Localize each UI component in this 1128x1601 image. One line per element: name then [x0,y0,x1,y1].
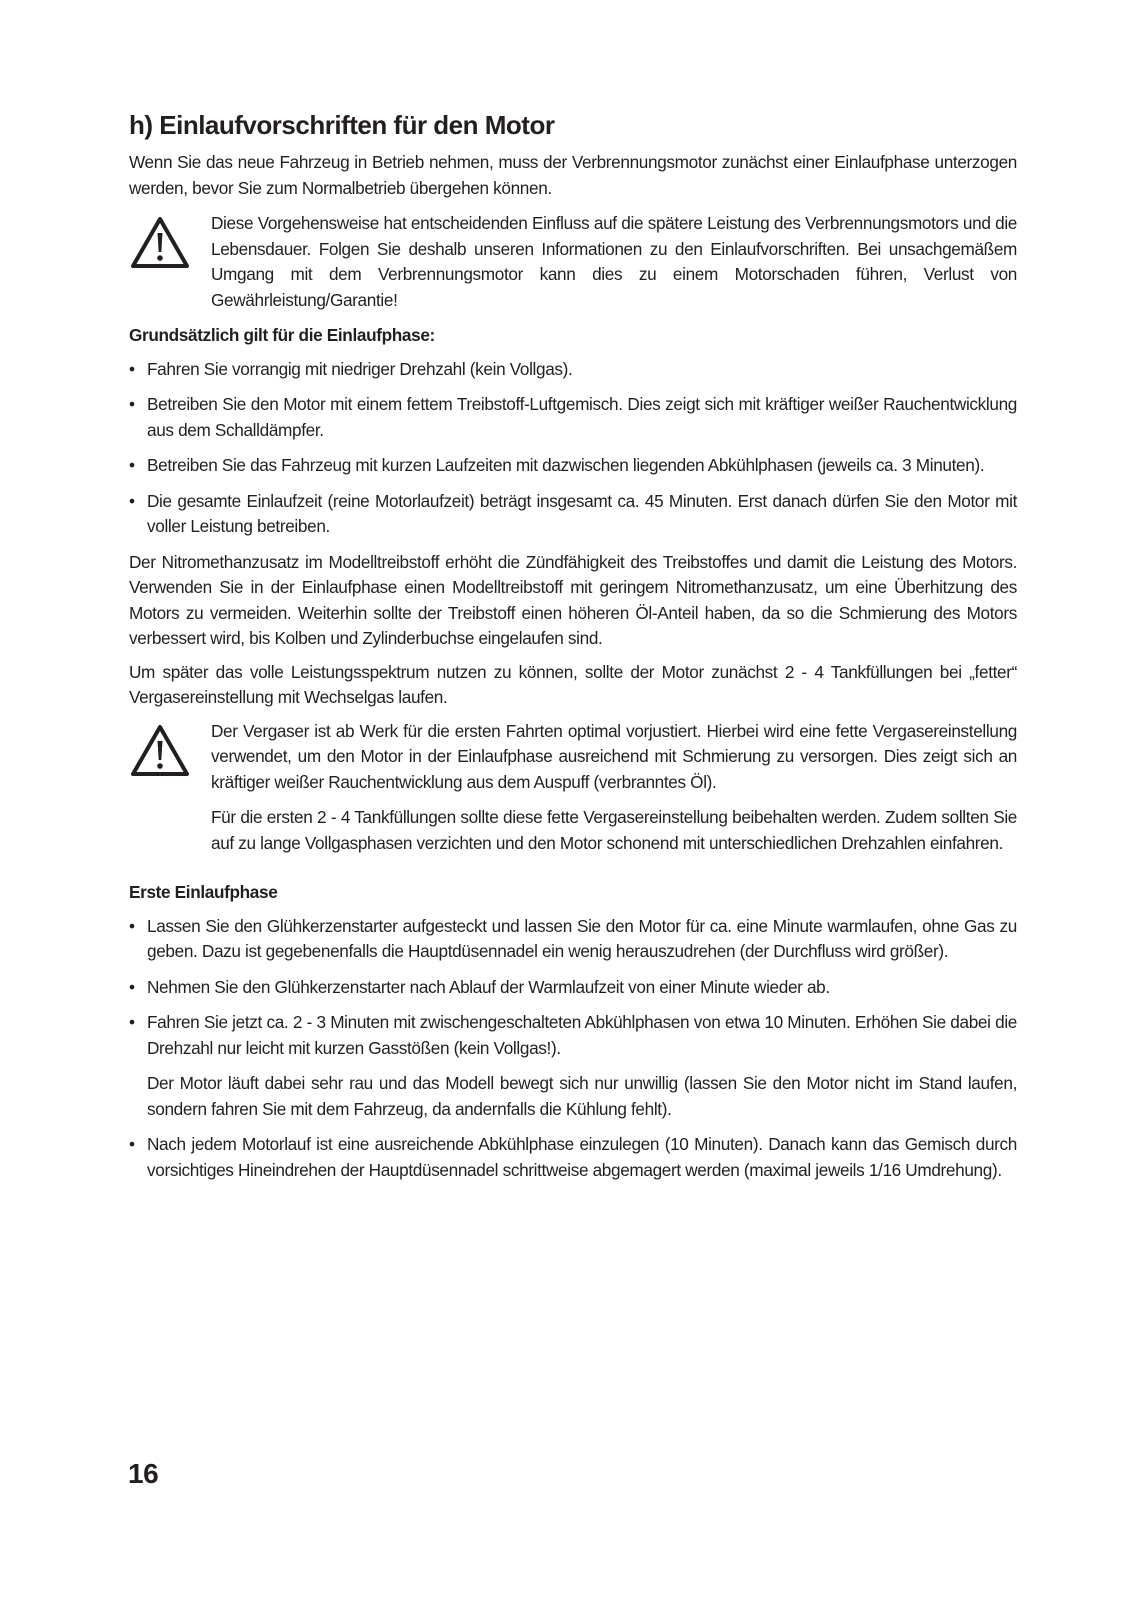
list-item: • Nehmen Sie den Glühkerzenstarter nach Ablauf der Warmlaufzeit von einer Minute wieder ab. [129,975,1017,1001]
list-item: • Fahren Sie vorrangig mit niedriger Drehzahl (kein Vollgas). [129,357,1017,383]
warning-text-2-p2: Für die ersten 2 - 4 Tankfüllungen sollte diese fette Vergasereinstellung beibehalten werden. Zudem sollten Sie auf zu lange Vollgasphasen verzichten und den Motor schonend mit unterschiedlichen Drehzahlen einfahren. [211,807,1017,853]
first-phase-list [129,914,1017,1184]
page-number: 16 [128,1458,159,1489]
first-phase-note: Der Motor läuft dabei sehr rau und das Modell bewegt sich nur unwillig (lassen Sie den Motor nicht im Stand laufen, sondern fahren Sie mit dem Fahrzeug, da andernfalls die Kühlung fehlt). [147,1073,1017,1119]
list-item: • Betreiben Sie das Fahrzeug mit kurzen Laufzeiten mit dazwischen liegenden Abkühlphasen (jeweils ca. 3 Minuten). [129,453,1017,479]
warning-block-2 [129,719,1017,857]
first-phase-heading: Erste Einlaufphase [129,882,278,902]
document-page [129,108,1017,1193]
list-item [129,1010,1017,1122]
spectrum-paragraph: Um später das volle Leistungsspektrum nutzen zu können, sollte der Motor zunächst 2 - 4 Tankfüllungen bei „fetter“ Vergasereinstellung mit Wechselgas laufen. [129,661,1017,707]
warning-text-1: Diese Vorgehensweise hat entscheidenden Einfluss auf die spätere Leistung des Verbrennungsmotors und die Lebensdauer. Folgen Sie deshalb unseren Informationen zu den Einlaufvorschriften. Bei unsachgemäßem Umgang mit dem Verbrennungsmotor kann dies zu einem Motorschaden führen, Verlust von Gewährleistung/Garantie! [211,213,1017,310]
list-item: • Lassen Sie den Glühkerzenstarter aufgesteckt und lassen Sie den Motor für ca. eine Minute warmlaufen, ohne Gas zu geben. Dazu ist gegebenenfalls die Hauptdüsennadel ein wenig herauszudrehen (der Durchfluss wird größer). [129,914,1017,965]
warning-block-1 [129,211,1017,313]
list-item-text: Fahren Sie jetzt ca. 2 - 3 Minuten mit zwischengeschalteten Abkühlphasen von etwa 10 Minuten. Erhöhen Sie dabei die Drehzahl nur leicht mit kurzen Gasstößen (kein Vollgas!). [147,1012,1017,1058]
warning-text-2-p1: Der Vergaser ist ab Werk für die ersten Fahrten optimal vorjustiert. Hierbei wird eine fette Vergasereinstellung verwendet, um den Motor in der Einlaufphase ausreichend mit Schmierung zu versorgen. Dies zeigt sich an kräftiger weißer Rauchentwicklung aus dem Auspuff (verbranntes Öl). [211,720,1017,792]
warning-triangle-icon [129,723,191,779]
section-title: h) Einlaufvorschriften für den Motor [129,110,555,140]
nitro-paragraph: Der Nitromethanzusatz im Modelltreibstoff erhöht die Zündfähigkeit des Treibstoffes und damit die Leistung des Motors. Verwenden Sie in der Einlaufphase einen Modelltreibstoff mit geringem Nitromethanzusatz, um eine Überhitzung des Motors zu vermeiden. Weiterhin sollte der Treibstoff einen höheren Öl-Anteil haben, da so die Schmierung des Motors verbessert wird, bis Kolben und Zylinderbuchse eingelaufen sind. [129,551,1017,648]
list-item: • Betreiben Sie den Motor mit einem fettem Treibstoff-Luftgemisch. Dies zeigt sich mit kräftiger weißer Rauchentwicklung aus dem Schalldämpfer. [129,392,1017,443]
list-item: • Die gesamte Einlaufzeit (reine Motorlaufzeit) beträgt insgesamt ca. 45 Minuten. Erst danach dürfen Sie den Motor mit voller Leistung betreiben. [129,489,1017,540]
basics-heading: Grundsätzlich gilt für die Einlaufphase: [129,325,435,345]
basics-list [129,357,1017,540]
list-item: • Nach jedem Motorlauf ist eine ausreichende Abkühlphase einzulegen (10 Minuten). Danach kann das Gemisch durch vorsichtiges Hineindrehen der Hauptdüsennadel schrittweise abgemagert werden (maximal jeweils 1/16 Umdrehung). [129,1132,1017,1183]
warning-triangle-icon [129,215,191,271]
warning-text-2 [211,719,1017,857]
intro-paragraph: Wenn Sie das neue Fahrzeug in Betrieb nehmen, muss der Verbrennungsmotor zunächst einer Einlaufphase unterzogen werden, bevor Sie zum Normalbetrieb übergehen können. [129,152,1017,198]
